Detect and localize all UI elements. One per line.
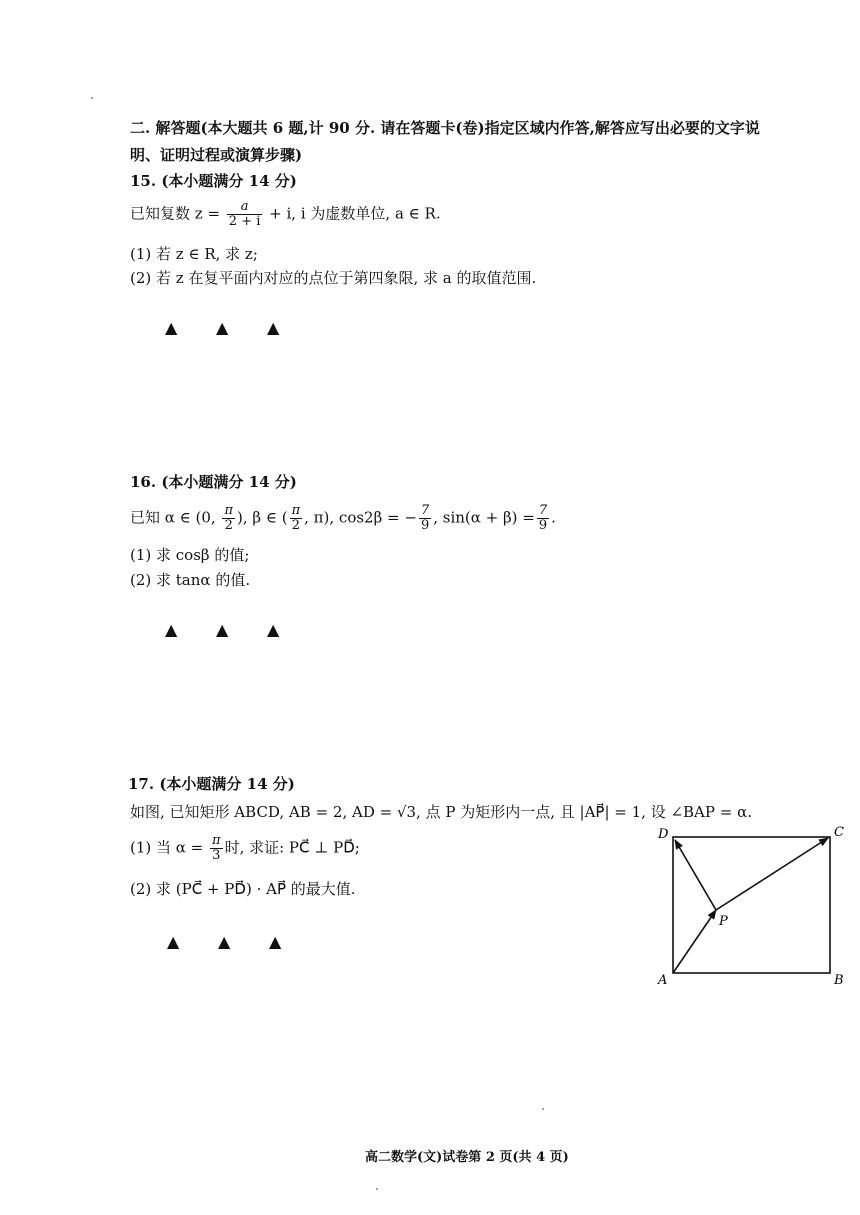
q16-frac1 <box>222 504 235 533</box>
answer-triangle-icon: ▲ <box>216 620 229 639</box>
label-b: B <box>834 973 844 988</box>
rectangle-outline <box>673 837 830 973</box>
q16-frac1-den: 2 <box>224 518 233 533</box>
q16-frac4-num: 7 <box>538 503 548 518</box>
q15-part2: (2) 若 z 在复平面内对应的点位于第四象限, 求 a 的取值范围. <box>130 269 537 287</box>
q16-frac2-den: 2 <box>291 518 300 533</box>
answer-triangle-icon: ▲ <box>269 932 282 951</box>
answer-triangle-icon: ▲ <box>165 620 178 639</box>
q16-frac4 <box>537 504 549 533</box>
scan-speck <box>91 97 93 99</box>
q16-frac2-num: π <box>291 503 301 518</box>
q16-part1: (1) 求 cosβ 的值; <box>130 546 250 564</box>
q15-answer-marks <box>165 318 318 337</box>
scan-speck <box>542 1108 544 1110</box>
q16-stem <box>130 504 556 533</box>
q16-frac2 <box>290 504 303 533</box>
q15-stem-post: + i, i 为虚数单位, a ∈ R. <box>269 204 441 223</box>
q17-header: 17. (本小题满分 14 分) <box>128 775 295 793</box>
q16-answer-marks <box>165 620 318 639</box>
q16-s4: , sin(α + β) = <box>433 508 535 527</box>
q17-stem: 如图, 已知矩形 ABCD, AB = 2, AD = √3, 点 P 为矩形内一点, 且 |AP⃗| = 1, 设 ∠BAP = α. <box>130 803 752 821</box>
q16-frac3 <box>419 504 431 533</box>
label-p: P <box>719 914 728 929</box>
q16-frac1-num: π <box>224 503 234 518</box>
q16-s1: 已知 α ∈ (0, <box>130 508 216 527</box>
q15-header: 15. (本小题满分 14 分) <box>130 172 297 190</box>
q17-frac <box>210 834 223 863</box>
q15-frac-den: 2 + i <box>228 214 261 229</box>
q16-s3: , π), cos2β = − <box>304 508 417 527</box>
q17-p1-pre: (1) 当 α = <box>130 838 204 857</box>
q17-frac-num: π <box>212 833 221 848</box>
vector-ap <box>673 910 716 973</box>
q16-frac3-num: 7 <box>420 503 430 518</box>
page-footer: 高二数学(文)试卷第 2 页(共 4 页) <box>365 1150 569 1165</box>
section-title-line2: 明、证明过程或演算步骤) <box>130 146 303 164</box>
answer-triangle-icon: ▲ <box>267 620 280 639</box>
q17-frac-den: 3 <box>212 848 221 863</box>
section-title-line1: 二. 解答题(本大题共 6 题,计 90 分. 请在答题卡(卷)指定区域内作答,解答应写出必要的文字说 <box>130 119 760 137</box>
answer-triangle-icon: ▲ <box>216 318 229 337</box>
answer-triangle-icon: ▲ <box>165 318 178 337</box>
q16-header: 16. (本小题满分 14 分) <box>130 473 297 491</box>
q17-part2: (2) 求 (PC⃗ + PD⃗) · AP⃗ 的最大值. <box>130 880 356 898</box>
q15-frac-num: a <box>227 200 263 215</box>
q15-part1: (1) 若 z ∈ R, 求 z; <box>130 245 258 263</box>
q15-stem-pre: 已知复数 z = <box>130 204 221 223</box>
q17-answer-marks <box>167 932 320 951</box>
label-c: C <box>834 825 844 840</box>
q16-s5: . <box>551 508 556 527</box>
q16-frac3-den: 9 <box>420 518 430 533</box>
answer-triangle-icon: ▲ <box>167 932 180 951</box>
q16-part2: (2) 求 tanα 的值. <box>130 571 251 589</box>
label-d: D <box>658 827 669 842</box>
q16-s2: ), β ∈ ( <box>237 508 288 527</box>
q15-stem <box>130 200 441 229</box>
label-a: A <box>658 973 668 988</box>
answer-triangle-icon: ▲ <box>267 318 280 337</box>
scan-speck <box>376 1188 378 1190</box>
q16-frac4-den: 9 <box>538 518 548 533</box>
q17-part1 <box>130 834 360 863</box>
vector-pc <box>716 838 828 910</box>
answer-triangle-icon: ▲ <box>218 932 231 951</box>
vector-pd <box>675 840 716 910</box>
rectangle-abcd-figure <box>650 820 850 995</box>
q15-fraction <box>227 200 263 229</box>
q17-p1-post: 时, 求证: PC⃗ ⊥ PD⃗; <box>224 838 360 857</box>
